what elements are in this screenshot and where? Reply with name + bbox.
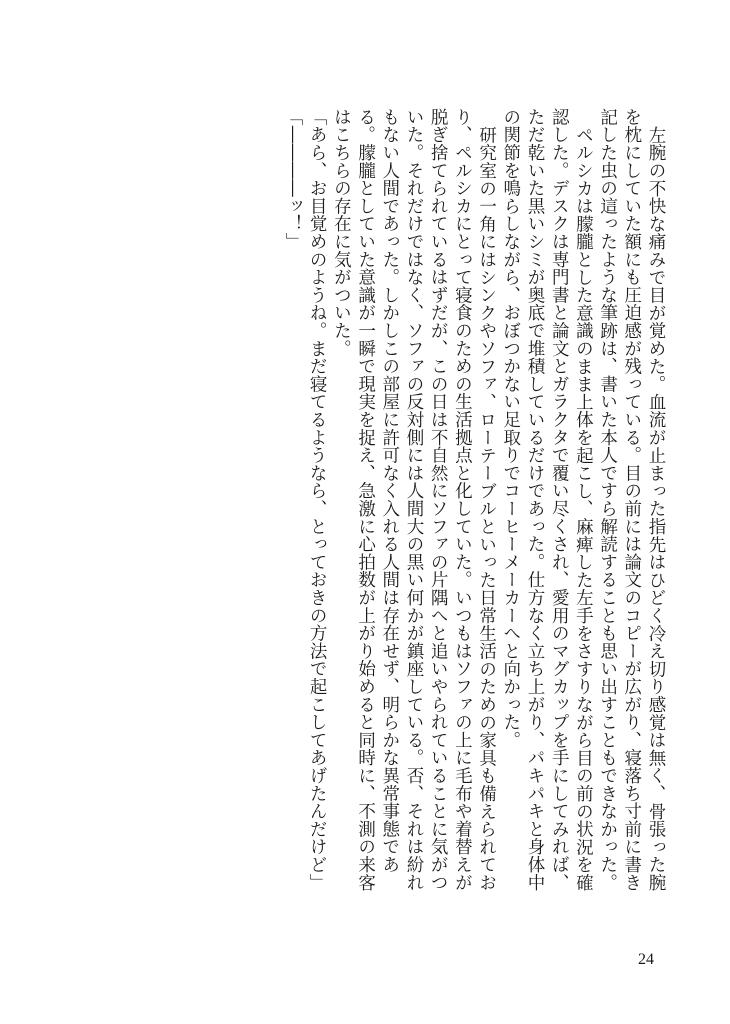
paragraph: 研究室の一角にはシンクやソファ、ローテーブルといった日常生活のための家具も備えられており、ペルシカにとって寝食のための生活拠点と化していた。いつもはソファの上に毛布や着替えが脱ぎ捨てられているはずだが、この日は不自然にソファの片隅へと追いやられていることに気がついた。それだけではなく、ソファの反対側には人間大の黒い何かが鎮座している。否、それは紛れもない人間であった。しかしこの部屋に許可なく入れる人間は存在せず、明らかな異常事態である。朦朧としていた意識が一瞬で現実を捉え、急激に心拍数が上がり始めると同時に、不測の来客はこちらの存在に気がついた。 — [331, 108, 497, 892]
body-text — [128, 108, 668, 908]
dialogue-line: 「――――ッ！」 — [282, 108, 303, 251]
page-number: 24 — [638, 951, 654, 968]
paragraph: 左腕の不快な痛みで目が覚めた。血流が止まった指先はひどく冷え切り感覚は無く、骨張った腕を枕にしていた額にも圧迫感が残っている。目の前には論文のコピーが広がり、寝落ち寸前に書き記した虫の這ったような筆跡は、書いた本人ですら解読することも思い出すこともできなかった。 — [597, 108, 666, 892]
dialogue-line: 「あら、お目覚めのようね。まだ寝てるようなら、とっておきの方法で起こしてあげたんだけど」 — [307, 108, 328, 892]
paragraph: ペルシカは朦朧とした意識のまま上体を起こし、麻痺した左手をさすりながら目の前の状況を確認した。デスクは専門書と論文とガラクタで覆い尽くされ、愛用のマグカップを手にしてみれば、ただ乾いた黒いシミが奥底で堆積しているだけであった。仕方なく立ち上がり、パキパキと身体中の関節を鳴らしながら、おぼつかない足取りでコーヒーメーカーへと向かった。 — [500, 108, 594, 892]
